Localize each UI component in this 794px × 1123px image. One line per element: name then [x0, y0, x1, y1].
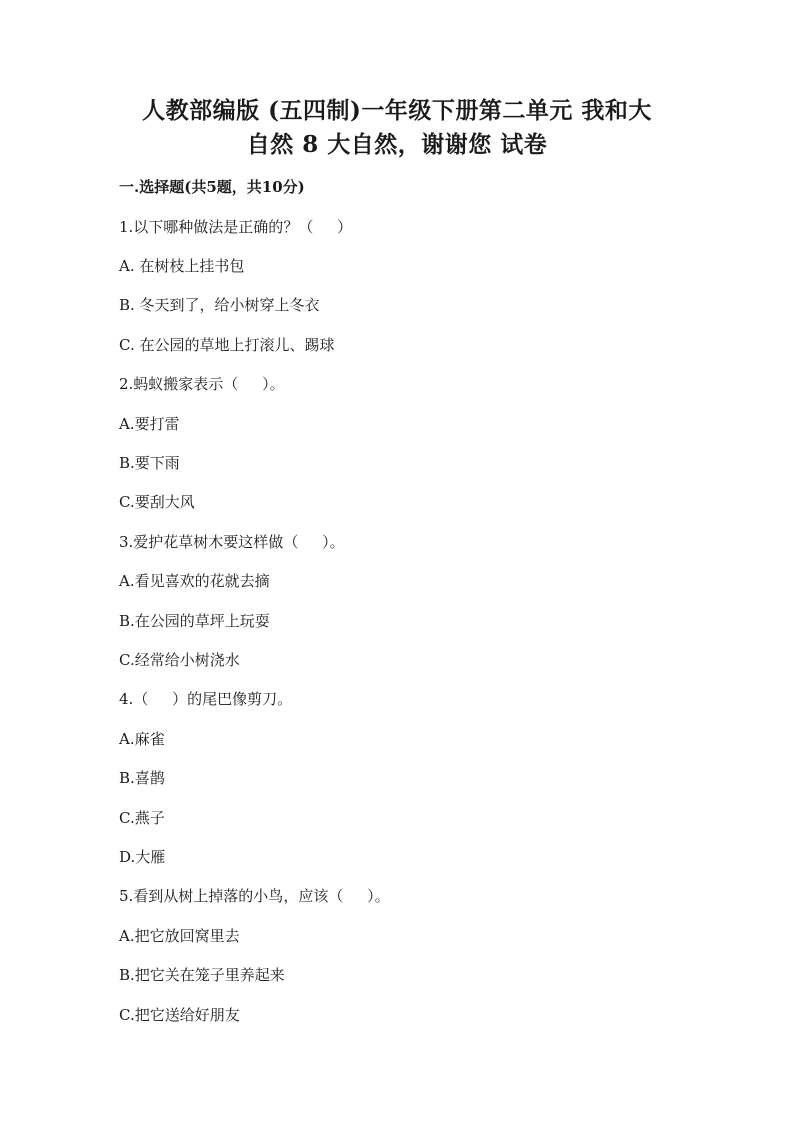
question-3-option-a: A.看见喜欢的花就去摘	[119, 572, 270, 590]
page-title-line-2: 自然 8 大自然，谢谢您 试卷	[246, 131, 548, 158]
question-5-option-c: C.把它送给好朋友	[119, 1006, 240, 1024]
question-1-option-b: B. 冬天到了，给小树穿上冬衣	[119, 296, 320, 314]
page-title-line-1: 人教部编版 (五四制)一年级下册第二单元 我和大	[142, 97, 652, 124]
question-4-option-b: B.喜鹊	[119, 769, 165, 787]
question-2-stem: 2.蚂蚁搬家表示（ ）。	[119, 375, 285, 393]
section-heading: 一.选择题(共5题，共10分)	[119, 178, 305, 196]
question-2-option-a: A.要打雷	[119, 415, 180, 433]
question-5-stem: 5.看到从树上掉落的小鸟，应该（ ）。	[119, 887, 390, 905]
question-4-option-c: C.燕子	[119, 809, 165, 827]
question-5-option-b: B.把它关在笼子里养起来	[119, 966, 285, 984]
question-4-option-a: A.麻雀	[119, 730, 165, 748]
question-2-option-c: C.要刮大风	[119, 493, 195, 511]
question-3-option-b: B.在公园的草坪上玩耍	[119, 612, 270, 630]
question-3-option-c: C.经常给小树浇水	[119, 651, 240, 669]
question-4-stem: 4.（ ）的尾巴像剪刀。	[119, 690, 293, 708]
question-1-stem: 1.以下哪种做法是正确的？（ ）	[119, 218, 353, 236]
question-3-stem: 3.爱护花草树木要这样做（ ）。	[119, 533, 345, 551]
question-5-option-a: A.把它放回窝里去	[119, 927, 240, 945]
question-1-option-a: A. 在树枝上挂书包	[119, 257, 245, 275]
question-1-option-c: C. 在公园的草地上打滚儿、踢球	[119, 336, 335, 354]
question-2-option-b: B.要下雨	[119, 454, 180, 472]
question-4-option-d: D.大雁	[119, 848, 166, 866]
